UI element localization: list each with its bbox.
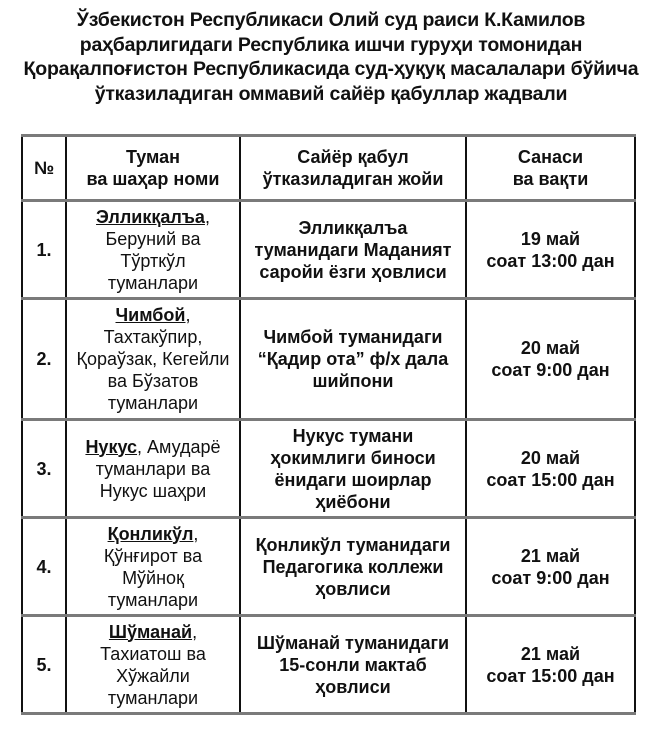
row-place: Нукус тумани ҳокимлиги биноси ёнидаги шоирлар ҳиёбони	[240, 420, 466, 518]
title-line: Қорақалпоғистон Республикасида суд-ҳуқуқ масалалари бўйича	[23, 58, 639, 80]
row-district: Қонликўл, Қўнғирот ва Мўйноқ туманлари	[66, 518, 240, 616]
row-date: 20 май соат 9:00 дан	[466, 299, 635, 420]
row-place: Чимбой туманидаги “Қадир ота” ф/х дала шийпони	[240, 299, 466, 420]
district-main: Шўманай	[108, 621, 193, 642]
table-row	[22, 299, 635, 420]
row-number: 2.	[22, 299, 66, 420]
header-district: Туман ва шаҳар номи	[66, 136, 240, 201]
table-row	[22, 518, 635, 616]
table-row	[22, 420, 635, 518]
row-number: 4.	[22, 518, 66, 616]
row-district: Чимбой, Тахтакўпир, Қораўзак, Кегейли ва Бўзатов туманлари	[66, 299, 240, 420]
row-date: 20 май соат 15:00 дан	[466, 420, 635, 518]
row-place: Қонликўл туманидаги Педагогика коллежи ҳовлиси	[240, 518, 466, 616]
district-main: Элликқалъа	[96, 206, 205, 227]
header-place: Сайёр қабул ўтказиладиган жойи	[240, 136, 466, 201]
document-title	[0, 8, 662, 106]
table-row	[22, 616, 635, 714]
schedule-table	[21, 134, 636, 715]
row-date: 21 май соат 15:00 дан	[466, 616, 635, 714]
table-row	[22, 201, 635, 299]
row-date: 19 май соат 13:00 дан	[466, 201, 635, 299]
row-number: 1.	[22, 201, 66, 299]
row-number: 5.	[22, 616, 66, 714]
row-number: 3.	[22, 420, 66, 518]
header-number: №	[22, 136, 66, 201]
district-main: Чимбой	[115, 305, 186, 325]
title-line: Ўзбекистон Республикаси Олий суд раиси К.Камилов	[76, 9, 586, 31]
row-district: Шўманай, Тахиатош ва Хўжайли туманлари	[66, 616, 240, 714]
row-place: Элликқалъа туманидаги Маданият саройи ёзги ҳовлиси	[240, 201, 466, 299]
title-line: ўтказиладиган оммавий сайёр қабуллар жадвали	[94, 82, 568, 105]
row-district: Элликқалъа, Беруний ва Тўрткўл туманлари	[66, 201, 240, 299]
table-header-row	[22, 136, 635, 201]
district-main: Қонликўл	[107, 523, 194, 544]
district-main: Нукус	[85, 436, 138, 457]
header-date: Санаси ва вақти	[466, 136, 635, 201]
row-place: Шўманай туманидаги 15-сонли мактаб ҳовлиси	[240, 616, 466, 714]
row-date: 21 май соат 9:00 дан	[466, 518, 635, 616]
row-district: Нукус, Амударё туманлари ва Нукус шаҳри	[66, 420, 240, 518]
title-line: раҳбарлигидаги Республика ишчи гуруҳи томонидан	[79, 33, 583, 56]
